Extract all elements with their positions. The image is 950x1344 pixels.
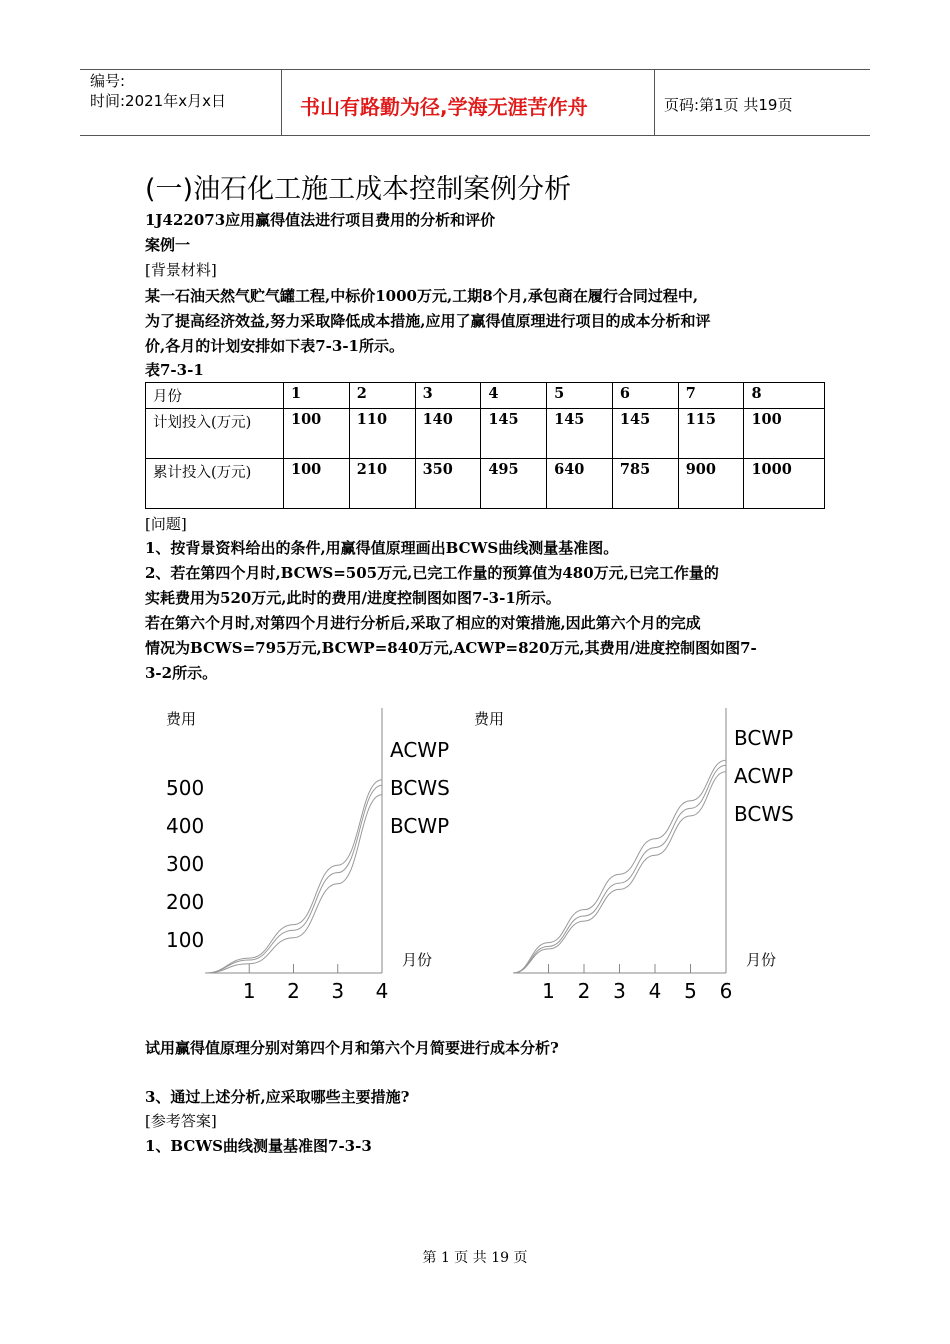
table-header-cell: 7 bbox=[678, 383, 744, 409]
header-date: 时间:2021年x月x日 bbox=[90, 92, 226, 110]
table-cell: 140 bbox=[415, 409, 481, 459]
table-header-cell: 5 bbox=[547, 383, 613, 409]
legend-label: ACWP bbox=[734, 764, 794, 788]
header-motto: 书山有路勤为径,学海无涯苦作舟 bbox=[300, 95, 588, 119]
table-cell: 145 bbox=[547, 409, 613, 459]
section-heading: 1J422073应用赢得值法进行项目费用的分析和评价 bbox=[145, 211, 496, 229]
header-divider bbox=[281, 69, 282, 136]
y-tick-label: 400 bbox=[166, 814, 205, 838]
table-row bbox=[146, 459, 825, 509]
x-tick-label: 5 bbox=[684, 979, 697, 1003]
table-header-cell: 月份 bbox=[146, 383, 284, 409]
question-line: 试用赢得值原理分别对第四个月和第六个月简要进行成本分析? bbox=[145, 1039, 559, 1057]
series-line-bcwp bbox=[513, 760, 726, 973]
table-row-label: 计划投入(万元) bbox=[146, 409, 284, 459]
x-tick-label: 1 bbox=[542, 979, 555, 1003]
paragraph-line: 为了提高经济效益,努力采取降低成本措施,应用了赢得值原理进行项目的成本分析和评 bbox=[145, 312, 711, 330]
paragraph-line: 价,各月的计划安排如下表7-3-1所示。 bbox=[145, 337, 404, 355]
table-cell: 100 bbox=[744, 409, 825, 459]
legend-label: BCWS bbox=[734, 802, 794, 826]
table-header-row bbox=[146, 383, 825, 409]
question-line: 1、按背景资料给出的条件,用赢得值原理画出BCWS曲线测量基准图。 bbox=[145, 539, 619, 557]
table-cell: 145 bbox=[481, 409, 547, 459]
table-cell: 1000 bbox=[744, 459, 825, 509]
table-cell: 900 bbox=[678, 459, 744, 509]
header-page-info: 页码:第1页 共19页 bbox=[664, 96, 793, 114]
table-cell: 495 bbox=[481, 459, 547, 509]
table-cell: 640 bbox=[547, 459, 613, 509]
legend-label: BCWP bbox=[734, 726, 794, 750]
y-tick-label: 300 bbox=[166, 852, 205, 876]
x-tick-label: 4 bbox=[375, 979, 389, 1003]
table-header-cell: 2 bbox=[349, 383, 415, 409]
x-tick-label: 2 bbox=[577, 979, 591, 1003]
chart-7-3-2 bbox=[474, 708, 794, 1003]
x-tick-label: 6 bbox=[719, 979, 733, 1003]
case-heading: 案例一 bbox=[145, 236, 191, 254]
series-line-bcws bbox=[205, 785, 382, 973]
y-tick-label: 200 bbox=[166, 890, 205, 914]
table-cell: 350 bbox=[415, 459, 481, 509]
background-heading: [背景材料] bbox=[145, 261, 217, 279]
x-tick-label: 4 bbox=[648, 979, 662, 1003]
legend-label: BCWP bbox=[390, 814, 450, 838]
series-line-bcwp bbox=[205, 795, 382, 973]
plan-table bbox=[145, 382, 825, 509]
question-heading: [问题] bbox=[145, 515, 187, 533]
table-header-cell: 1 bbox=[284, 383, 350, 409]
x-tick-label: 1 bbox=[242, 979, 256, 1003]
legend-label: BCWS bbox=[390, 776, 450, 800]
legend-label: ACWP bbox=[390, 738, 450, 762]
table-cell: 145 bbox=[612, 409, 678, 459]
answer-line: 1、BCWS曲线测量基准图7-3-3 bbox=[145, 1137, 372, 1155]
series-line-acwp bbox=[205, 780, 382, 973]
x-axis-label: 月份 bbox=[402, 951, 433, 969]
table-cell: 115 bbox=[678, 409, 744, 459]
table-caption: 表7-3-1 bbox=[145, 361, 204, 379]
page-footer: 第 1 页 共 19 页 bbox=[422, 1250, 528, 1266]
question-line: 情况为BCWS=795万元,BCWP=840万元,ACWP=820万元,其费用/进度控制图如图7- bbox=[145, 639, 757, 657]
y-axis-label: 费用 bbox=[166, 710, 197, 728]
x-tick-label: 2 bbox=[287, 979, 300, 1003]
table-header-cell: 8 bbox=[744, 383, 825, 409]
table-cell: 785 bbox=[612, 459, 678, 509]
header-top-rule bbox=[80, 69, 870, 70]
series-line-acwp bbox=[513, 765, 726, 973]
header-number: 编号: bbox=[90, 72, 126, 90]
table-header-cell: 4 bbox=[481, 383, 547, 409]
question-line: 3-2所示。 bbox=[145, 664, 218, 682]
question-line: 若在第六个月时,对第四个月进行分析后,采取了相应的对策措施,因此第六个月的完成 bbox=[145, 614, 701, 632]
charts-figure bbox=[0, 700, 950, 1020]
question-line: 2、若在第四个月时,BCWS=505万元,已完工作量的预算值为480万元,已完工作量的 bbox=[145, 564, 719, 582]
table-cell: 210 bbox=[349, 459, 415, 509]
table-header-cell: 3 bbox=[415, 383, 481, 409]
x-tick-label: 3 bbox=[613, 979, 626, 1003]
y-axis-label: 费用 bbox=[474, 710, 505, 728]
table-row bbox=[146, 409, 825, 459]
table-header-cell: 6 bbox=[612, 383, 678, 409]
header-bottom-rule bbox=[80, 135, 870, 136]
header-divider bbox=[654, 69, 655, 136]
table-cell: 100 bbox=[284, 459, 350, 509]
x-axis-label: 月份 bbox=[746, 951, 777, 969]
paragraph-line: 某一石油天然气贮气罐工程,中标价1000万元,工期8个月,承包商在履行合同过程中, bbox=[145, 287, 699, 305]
answer-heading: [参考答案] bbox=[145, 1112, 217, 1130]
page-title: (一)油石化工施工成本控制案例分析 bbox=[145, 174, 572, 205]
question-line: 实耗费用为520万元,此时的费用/进度控制图如图7-3-1所示。 bbox=[145, 589, 561, 607]
question-line: 3、通过上述分析,应采取哪些主要措施? bbox=[145, 1088, 410, 1106]
table-row-label: 累计投入(万元) bbox=[146, 459, 284, 509]
table-cell: 110 bbox=[349, 409, 415, 459]
x-tick-label: 3 bbox=[331, 979, 345, 1003]
table-cell: 100 bbox=[284, 409, 350, 459]
chart-7-3-1 bbox=[166, 708, 450, 1003]
y-tick-label: 100 bbox=[166, 928, 205, 952]
y-tick-label: 500 bbox=[166, 776, 205, 800]
